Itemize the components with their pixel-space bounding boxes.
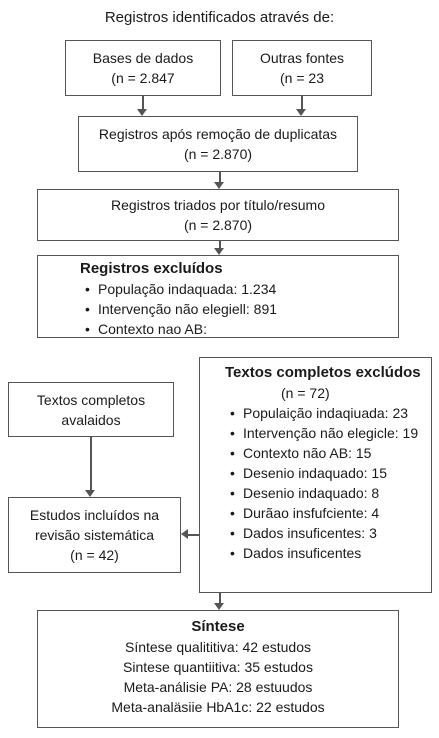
outras-count: (n = 23 xyxy=(280,70,324,86)
list-item: • Intervenção não elegiell: 891 xyxy=(98,299,398,319)
textos-excluidos-title-a: Textos completos xyxy=(225,364,356,381)
list-item: • Populaição indaqiuada: 23 xyxy=(243,403,431,423)
box-triados xyxy=(37,189,399,241)
sintese-item: Meta-análisie PA: 28 estuudos xyxy=(123,679,313,695)
sintese-title: Síntese xyxy=(191,618,245,635)
triados-label: Registros triados por título/resumo xyxy=(111,197,325,213)
arrow-dup-triados xyxy=(214,182,224,189)
arrow-bases xyxy=(137,109,147,116)
textos-excluidos-list xyxy=(225,403,431,563)
sintese-item: Sintese quantiitiva: 35 estudos xyxy=(123,659,313,675)
registros-excluidos-list xyxy=(80,279,398,339)
box-outras-fontes xyxy=(232,40,372,96)
estudos-line2: revisão sistemática xyxy=(34,527,155,543)
duplicatas-label: Registros após remoção de duplicatas xyxy=(98,126,338,142)
list-item: • Dados insuficentes xyxy=(243,543,431,563)
sintese-item: Meta-analäsiie HbA1c: 22 estudos xyxy=(111,699,325,715)
bases-count: (n = 2.847 xyxy=(111,70,175,86)
box-sintese xyxy=(37,610,399,728)
list-item: • População indaquada: 1.234 xyxy=(98,279,398,299)
list-item: • Intervenção não elegicle: 19 xyxy=(243,423,431,443)
box-registros-excluidos xyxy=(37,255,399,338)
connector-textos-estudos xyxy=(90,437,92,492)
estudos-count: (n = 42) xyxy=(70,547,119,563)
list-item: • Dados insuficentes: 3 xyxy=(243,523,431,543)
bases-label: Bases de dados xyxy=(92,50,194,66)
textos-excluidos-count: (n = 72) xyxy=(281,385,330,401)
duplicatas-count: (n = 2.870) xyxy=(183,146,253,162)
arrow-triados-excl xyxy=(214,248,224,255)
arrow-textos-estudos xyxy=(85,490,95,497)
arrow-sintese xyxy=(214,603,224,610)
sintese-item: Síntese qualititiva: 42 estudos xyxy=(124,639,311,655)
outras-label: Outras fontes xyxy=(259,50,345,66)
box-bases-de-dados xyxy=(65,40,221,96)
triados-count: (n = 2.870) xyxy=(183,217,253,233)
box-textos-excluidos xyxy=(199,357,432,593)
estudos-line1: Estudos incluídos na xyxy=(29,507,160,523)
arrow-excl-estudos xyxy=(181,529,188,539)
textos-excluidos-title xyxy=(225,363,431,383)
list-item: • Contexto nao AB: xyxy=(98,319,398,339)
textos-label: Textos completos avalaidos xyxy=(36,391,146,428)
list-item: • Durãao insfufciente: 4 xyxy=(243,503,431,523)
list-item: • Desenio indaquado: 8 xyxy=(243,483,431,503)
box-estudos-incluidos xyxy=(8,497,181,573)
box-textos-completos xyxy=(8,382,174,437)
registros-excluidos-title: Registros excluídos xyxy=(80,260,223,277)
connector-estudos-excl xyxy=(188,534,199,536)
textos-excluidos-title-b: exclúdos xyxy=(355,364,421,381)
arrow-outras xyxy=(296,109,306,116)
list-item: • Contexto não AB: 15 xyxy=(243,443,431,463)
list-item: • Desenio indaquado: 15 xyxy=(243,463,431,483)
flow-header: Registros identificados através de: xyxy=(104,9,335,26)
box-duplicatas xyxy=(78,116,358,172)
